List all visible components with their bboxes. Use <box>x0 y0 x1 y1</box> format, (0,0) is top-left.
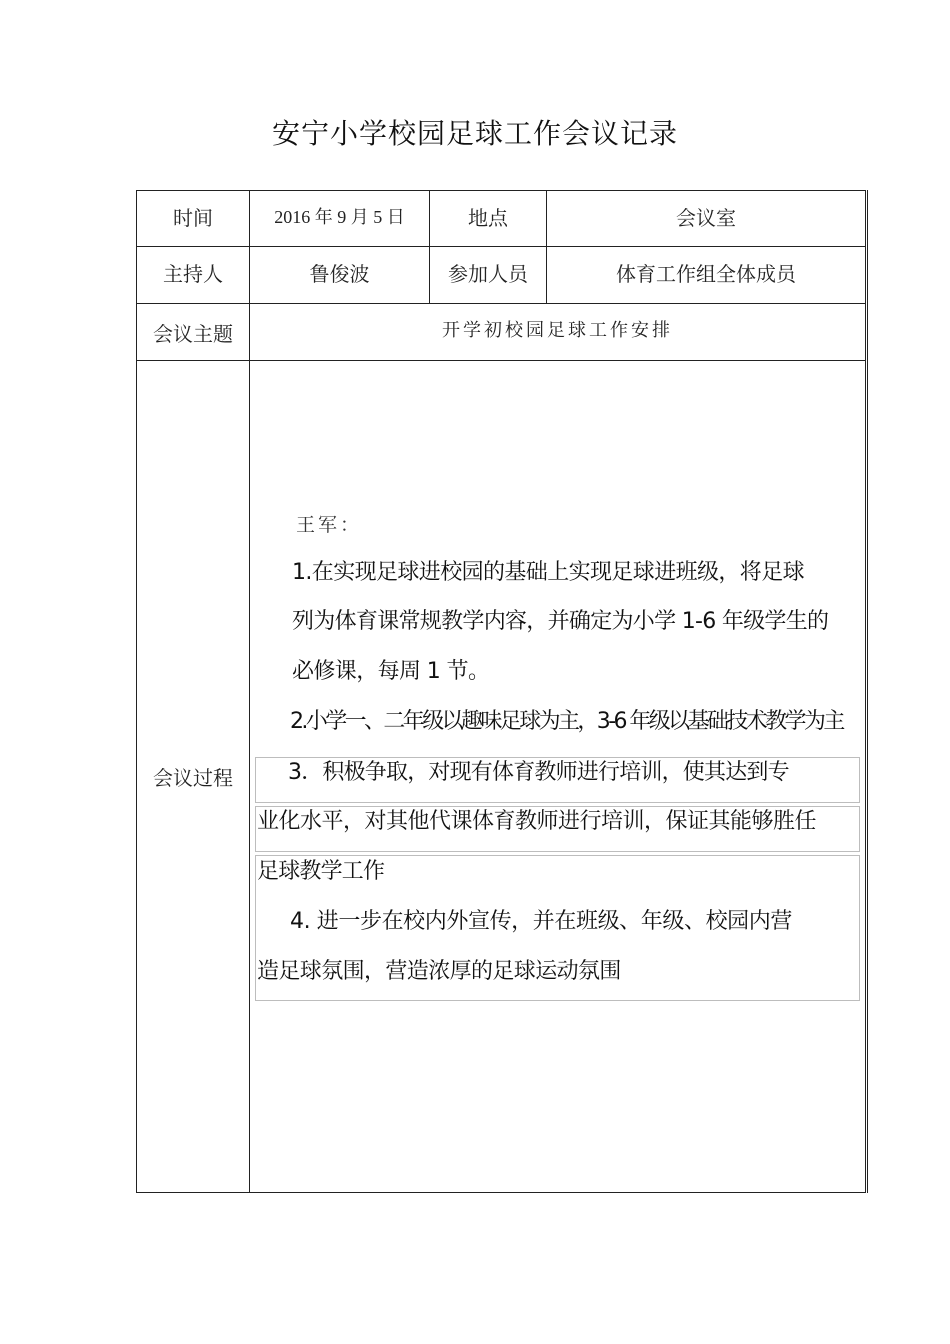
table-border-bottom <box>136 1192 866 1193</box>
process-line: 列为体育课常规教学内容，并确定为小学 1-6 年级学生的 <box>292 609 829 634</box>
topic-value: 开学初校园足球工作安排 <box>442 320 673 341</box>
host-label: 主持人 <box>163 261 223 286</box>
process-label: 会议过程 <box>153 766 233 790</box>
process-line: 3．积极争取，对现有体育教师进行培训，使其达到专 <box>288 760 789 785</box>
process-line: 足球教学工作 <box>257 859 385 884</box>
process-line: 造足球氛围，营造浓厚的足球运动氛围 <box>257 959 621 984</box>
attendees-value: 体育工作组全体成员 <box>616 261 796 286</box>
speaker-name: 王军： <box>296 514 363 536</box>
process-line: 必修课，每周 1 节。 <box>292 659 490 684</box>
table-border-right <box>865 190 866 1193</box>
process-line: 1.在实现足球进校园的基础上实现足球进班级，将足球 <box>292 560 804 585</box>
time-label: 时间 <box>173 205 213 230</box>
host-value: 鲁俊波 <box>309 261 370 286</box>
document-title: 安宁小学校园足球工作会议记录 <box>271 117 678 150</box>
table-border-right-outer <box>867 190 868 1193</box>
attendees-label: 参加人员 <box>448 261 528 286</box>
process-line: 2.小学一、二年级以趣味足球为主，3-6 年级以基础技术教学为主 <box>290 709 843 734</box>
place-label: 地点 <box>468 205 508 230</box>
topic-label: 会议主题 <box>153 321 233 346</box>
time-value: 2016 年 9 月 5 日 <box>274 207 405 227</box>
process-line: 4. 进一步在校内外宣传，并在班级、年级、校园内营 <box>290 909 792 934</box>
process-line: 业化水平，对其他代课体育教师进行培训，保证其能够胜任 <box>257 809 817 834</box>
place-value: 会议室 <box>676 205 736 230</box>
meeting-record-table <box>136 190 866 1193</box>
